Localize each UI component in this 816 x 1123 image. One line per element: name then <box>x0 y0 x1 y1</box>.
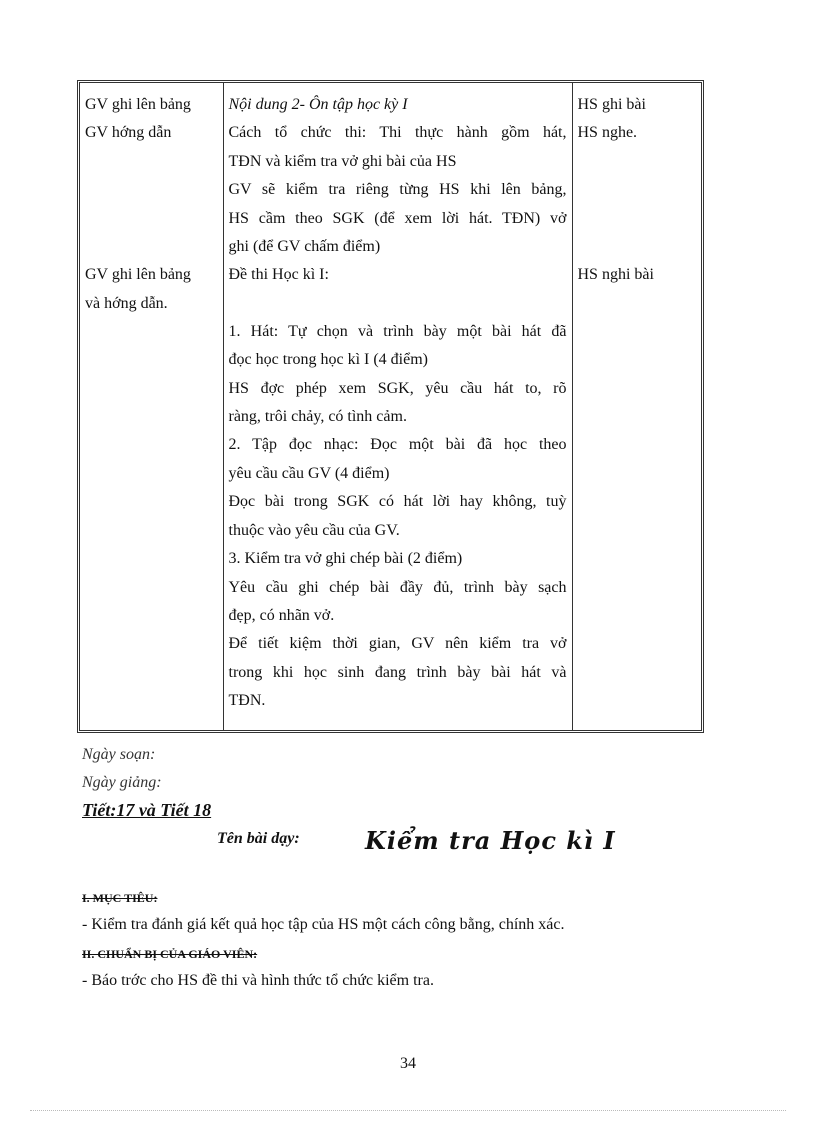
table-row <box>80 83 701 730</box>
content-line: Để tiết kiệm thời gian, GV nên kiểm tra vở <box>228 635 567 653</box>
content-line: HS đợc phép xem SGK, yêu cầu hát to, rõ <box>228 379 567 397</box>
teacher-line: và hớng dẫn. <box>85 294 168 312</box>
preparation-text: - Báo trớc cho HS đề thi và hình thức tổ chức kiểm tra. <box>82 972 434 989</box>
lesson-title: Kiểm tra Học kì I <box>365 826 616 855</box>
page-number: 34 <box>400 1055 416 1072</box>
content-line: 1. Hát: Tự chọn và trình bày một bài hát đã <box>228 322 567 340</box>
student-activity-cell <box>572 83 701 730</box>
teacher-line: GV ghi lên bảng <box>85 96 191 113</box>
content-line: Đọc bài trong SGK có hát lời hay không, tuỳ <box>228 493 567 511</box>
content-line: 2. Tập đọc nhạc: Đọc một bài đã học theo <box>228 436 567 454</box>
content-line: TĐN và kiểm tra vở ghi bài của HS <box>228 152 457 170</box>
lesson-table <box>77 80 704 733</box>
student-line: HS nghe. <box>577 124 638 142</box>
content-line: Cách tổ chức thi: Thi thực hành gồm hát, <box>228 124 567 142</box>
content-cell <box>223 83 572 730</box>
content-line: đẹp, có nhãn vở. <box>228 606 335 624</box>
content-line: HS cầm theo SGK (để xem lời hát. TĐN) vở <box>228 209 567 227</box>
student-line: HS ghi bài <box>577 96 646 113</box>
lesson-title-label: Tên bài dạy: <box>217 830 300 847</box>
teacher-line: GV hớng dẫn <box>85 124 172 142</box>
content-line: đọc học trong học kì I (4 điểm) <box>228 351 428 369</box>
content-line: Yêu cầu ghi chép bài đầy đủ, trình bày sạch <box>228 578 567 596</box>
content-line: TĐN. <box>228 692 266 710</box>
teach-date-label: Ngày giảng: <box>82 774 162 791</box>
objectives-text: - Kiểm tra đánh giá kết quả học tập của HS một cách công bằng, chính xác. <box>82 916 565 933</box>
lesson-number: Tiết:17 và Tiết 18 <box>82 800 212 820</box>
section-heading-objectives: I. MỤC TIÊU: <box>82 891 158 905</box>
content-line: 3. Kiểm tra vở ghi chép bài (2 điểm) <box>228 550 463 568</box>
section-heading-preparation: II. CHUẨN BỊ CỦA GIÁO VIÊN: <box>82 947 258 961</box>
lesson-table-grid <box>80 83 701 730</box>
content-line: GV sẽ kiểm tra riêng từng HS khi lên bảng, <box>228 181 567 199</box>
prep-date-label: Ngày soạn: <box>82 746 156 763</box>
content-heading: Nội dung 2- Ôn tập học kỳ I <box>228 96 408 113</box>
student-line: HS nghi bài <box>577 266 654 284</box>
content-line: Đề thi Học kì I: <box>228 266 329 284</box>
footer-divider <box>30 1110 786 1111</box>
content-line: thuộc vào yêu cầu của GV. <box>228 521 400 539</box>
content-line: trong khi học sinh đang trình bày bài hát và <box>228 663 567 681</box>
teacher-activity-cell <box>80 83 223 730</box>
teacher-line: GV ghi lên bảng <box>85 266 191 284</box>
content-line: ràng, trôi chảy, có tình cảm. <box>228 408 407 426</box>
content-line: ghi (để GV chấm điểm) <box>228 238 381 256</box>
content-line: yêu cầu cầu GV (4 điểm) <box>228 464 390 482</box>
